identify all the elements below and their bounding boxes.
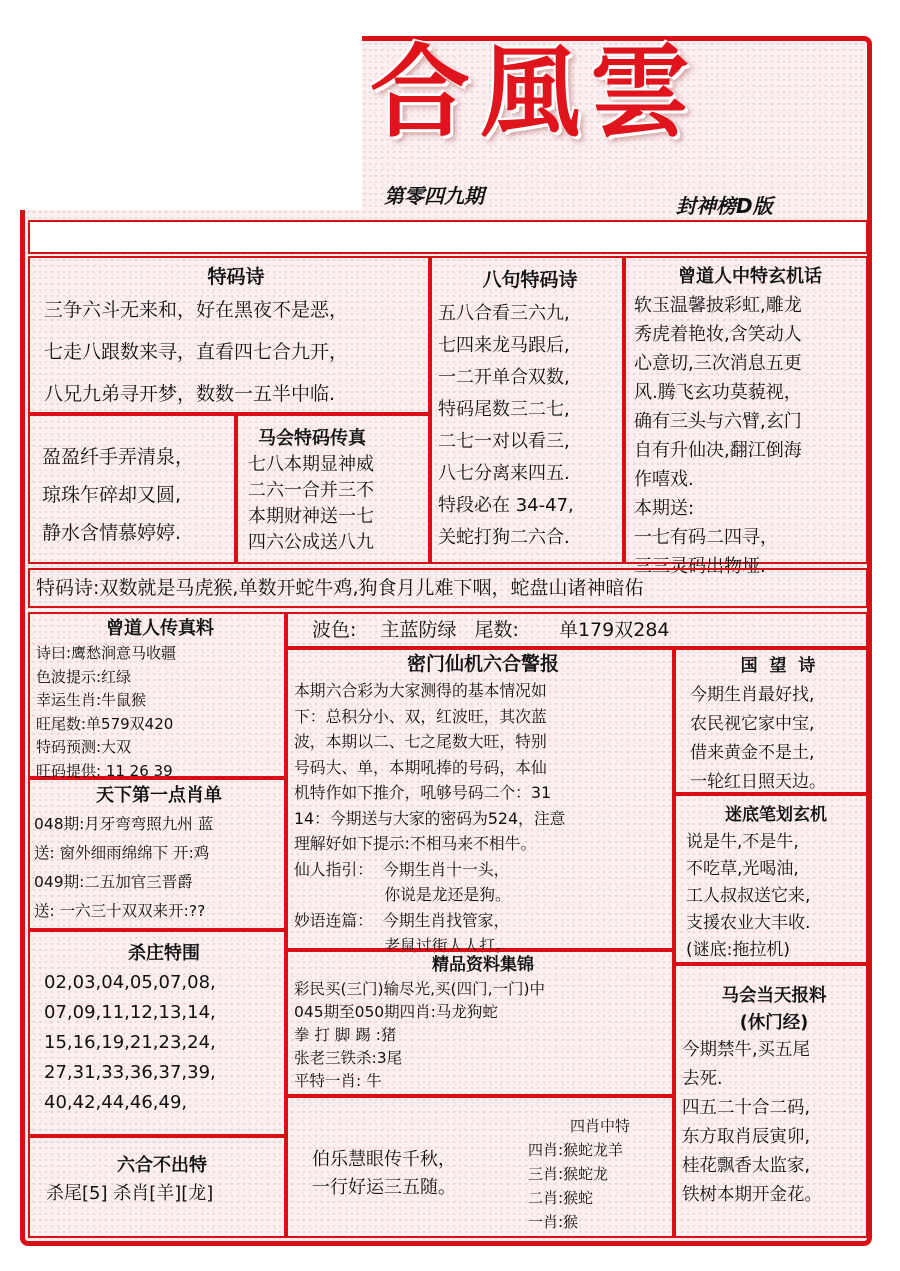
wave-box (286, 612, 868, 648)
four-line: 二肖:猴蛇 (528, 1189, 594, 1207)
zeng-fax-title: 曾道人传真料 (106, 618, 214, 639)
poem-left2-line: 静水含情慕婷婷. (42, 522, 182, 544)
bole-line: 伯乐慧眼传千秋， (312, 1149, 456, 1170)
jingpin-line: 045期至050期四肖:马龙狗蛇 (294, 1003, 498, 1021)
guowang-title: 国 望 诗 (740, 656, 816, 676)
mahui-fax-line: 四六公成送八九 (248, 532, 374, 553)
mimen-line: 波，本期以二、七之尾数大旺，特别 (294, 732, 547, 751)
page-title: 合風雲 (370, 33, 700, 151)
shazhuang-line: 02,03,04,05,07,08, (44, 972, 216, 993)
poem1-line: 七走八跟数来寻，直看四七合九开， (44, 341, 349, 363)
guowang-line: 今期生肖最好找, (690, 685, 815, 705)
zeng-xuanji-line: 三三灵码出物垭. (634, 556, 766, 577)
mahui-day-line: 今期禁牛,买五尾 (682, 1040, 811, 1060)
jingpin-box (286, 950, 674, 1096)
liuhe-line: 杀尾[5] 杀肖[羊][龙] (46, 1183, 214, 1204)
four-line: 三肖:猴蛇龙 (528, 1165, 609, 1183)
shazhuang-line: 40,42,44,46,49, (44, 1092, 188, 1113)
eight-poem-line: 一二开单合双数, (438, 367, 570, 388)
bole-line: 一行好运三五随。 (312, 1177, 456, 1198)
zeng-fax-line: 色波提示:红绿 (36, 667, 132, 686)
eight-poem-box (430, 256, 624, 564)
issue-number: 第零四九期 (384, 184, 484, 208)
mahui-day-line: 东方取肖辰寅卯, (682, 1127, 811, 1147)
shazhuang-line: 27,31,33,36,37,39, (44, 1062, 216, 1083)
edition-label: 封神榜D版 (676, 194, 773, 218)
zeng-xuanji-line: 本期送: (634, 498, 695, 519)
wave-value: 主蓝防绿 (380, 619, 457, 641)
banner-poem (28, 568, 868, 608)
mimen-box (286, 648, 674, 955)
zeng-xuanji-line: 软玉温馨披彩虹,雕龙 (634, 295, 802, 316)
four-title: 四肖中特 (570, 1117, 631, 1135)
tail-value: 单179双284 (558, 619, 670, 641)
midi-line: (谜底:拖拉机) (686, 940, 790, 960)
mahui-day-subtitle: (休门经) (739, 1013, 809, 1033)
poem1-title: 特码诗 (207, 266, 265, 288)
jingpin-line: 拳 打 脚 踢 :猪 (294, 1026, 397, 1044)
poem-left2-line: 盈盈纤手弄清泉， (42, 446, 195, 468)
eight-poem-line: 五八合看三六九, (438, 303, 570, 324)
mahui-day-line: 铁树本期开金花。 (682, 1185, 822, 1205)
poem1-line: 八兄九弟寻开梦，数数一五半中临. (44, 383, 336, 405)
zeng-fax-line: 诗曰:鹰愁涧意马收疆 (36, 644, 177, 662)
tail-label: 尾数: (474, 619, 519, 641)
zeng-xuanji-box (624, 256, 868, 577)
zeng-xuanji-line: 秀虎着艳妆,含笑动人 (634, 324, 802, 345)
four-xiao (528, 1114, 630, 1234)
shazhuang-title: 杀庄特围 (128, 943, 200, 964)
mahui-fax-box (236, 414, 430, 564)
shazhuang-box (28, 930, 286, 1136)
guowang-line: 借来黄金不是土, (690, 743, 815, 763)
liuhe-title: 六合不出特 (117, 1155, 207, 1176)
poem-left2-box (28, 414, 236, 564)
zeng-xuanji-line: 风.腾飞玄功莫藐视， (634, 382, 802, 403)
mimen-line: 本期六合彩为大家测得的基本情况如 (294, 681, 547, 700)
mahui-day-title: 马会当天报料 (721, 986, 827, 1006)
tianxia-line: 送: 窗外细雨绵绵下 开:鸡 (34, 844, 210, 862)
tianxia-line: 048期:月牙弯弯照九州 蓝 (34, 815, 214, 833)
guowang-line: 农民视它家中宝, (690, 714, 815, 734)
zeng-fax-line: 特码预测:大双 (36, 738, 132, 756)
zeng-fax-line: 幸运生肖:牛鼠猴 (36, 691, 147, 709)
mahui-fax-line: 本期财神送一七 (248, 506, 374, 527)
shazhuang-line: 15,16,19,21,23,24, (44, 1032, 216, 1053)
midi-box (674, 794, 868, 964)
zeng-fax-line: 旺码提供: 11 26 39 (36, 761, 173, 780)
midi-line: 支援农业大丰收. (686, 913, 811, 933)
guowang-box (674, 648, 868, 794)
shazhuang-line: 07,09,11,12,13,14, (44, 1002, 216, 1023)
zeng-fax-line: 旺尾数:单579双420 (36, 714, 174, 733)
header-strip (28, 220, 868, 254)
poem1-line: 三争六斗无来和，好在黑夜不是恶， (44, 299, 349, 321)
mimen-line: 下：总积分小、双，红波旺，其次蓝 (294, 706, 547, 726)
poem1-box (28, 256, 430, 414)
four-line: 四肖:猴蛇龙羊 (528, 1141, 624, 1159)
wave-label: 波色: (312, 619, 357, 641)
eight-poem-line: 二七一对以看三, (438, 431, 570, 452)
eight-poem-line: 关蛇打狗二六合. (438, 527, 570, 548)
midi-line: 不吃草,光喝油, (686, 859, 799, 879)
zeng-xuanji-title: 曾道人中特玄机话 (678, 266, 822, 287)
mimen-line: 号码大、单，本期吼捧的号码，本仙 (294, 757, 547, 777)
eight-poem-line: 特段必在 34-47, (438, 495, 574, 516)
tianxia-box (28, 778, 286, 930)
mimen-line: 妙语连篇： 今期生肖找管家， (294, 910, 510, 930)
mahui-day-line: 去死. (682, 1069, 723, 1089)
jingpin-line: 彩民买(三门)输尽光,买(四门,一门)中 (294, 980, 546, 998)
tianxia-line: 049期:二五加官三晋爵 (34, 873, 193, 891)
poem-left2-line: 琼珠乍碎却又圆, (42, 484, 182, 506)
mimen-line: 仙人指引： 今期生肖十一头， (294, 859, 510, 879)
mahui-fax-line: 二六一合并三不 (248, 480, 374, 501)
mimen-line: 机特作如下推介，吼够号码二个：31 (294, 783, 552, 802)
mimen-line: 14：今期送与大家的密码为524，注意 (294, 808, 566, 828)
zeng-xuanji-line: 心意切,三次消息五更 (634, 353, 802, 374)
eight-poem-title: 八句特码诗 (482, 269, 578, 291)
jingpin-line: 平特一肖: 牛 (294, 1072, 382, 1090)
blank-corner (0, 0, 362, 210)
banner-poem-text: 特码诗:双数就是马虎猴,单数开蛇牛鸡,狗食月儿难下咽，蛇盘山诸神暗佑 (36, 577, 644, 599)
zeng-xuanji-line: 确有三头与六臂,玄门 (634, 411, 802, 432)
mahui-fax-line: 七八本期显神威 (248, 454, 374, 475)
mimen-line: 理解好如下提示:不相马来不相牛。 (294, 834, 537, 853)
midi-line: 说是牛,不是牛, (686, 832, 799, 852)
eight-poem-line: 七四来龙马跟后, (438, 335, 570, 356)
mimen-title: 密门仙机六合警报 (406, 653, 559, 675)
midi-line: 工人叔叔送它来, (686, 886, 811, 906)
zeng-xuanji-line: 作嘻戏. (634, 469, 694, 490)
four-line: 一肖:猴 (528, 1213, 579, 1231)
bole-box (286, 1096, 674, 1238)
mimen-line: 你说是龙还是狗。 (294, 885, 511, 904)
guowang-line: 一轮红日照天边。 (690, 772, 826, 792)
eight-poem-line: 特码尾数三二七, (438, 399, 570, 420)
zeng-fax-box (28, 612, 286, 778)
mahui-day-line: 桂花飘香太监家, (682, 1156, 811, 1176)
mahui-fax-title: 马会特码传真 (258, 428, 366, 449)
mahui-day-line: 四五二十合二码, (682, 1098, 811, 1118)
midi-title: 迷底笔划玄机 (725, 805, 827, 825)
mahui-day-box (674, 964, 868, 1238)
tianxia-title: 天下第一点肖单 (96, 785, 222, 806)
jingpin-line: 张老三铁杀:3尾 (294, 1049, 403, 1067)
bole-text (312, 1146, 456, 1202)
zeng-xuanji-line: 一七有码二四寻， (634, 527, 778, 548)
tianxia-line: 送: 一六三十双双来开:?? (34, 902, 206, 920)
liuhe-box (28, 1136, 286, 1238)
eight-poem-line: 八七分离来四五. (438, 463, 570, 484)
jingpin-title: 精品资料集锦 (432, 955, 534, 975)
mimen-line: 老鼠过街人人打。 (294, 936, 511, 955)
zeng-xuanji-line: 自有升仙决,翻江倒海 (634, 440, 802, 461)
